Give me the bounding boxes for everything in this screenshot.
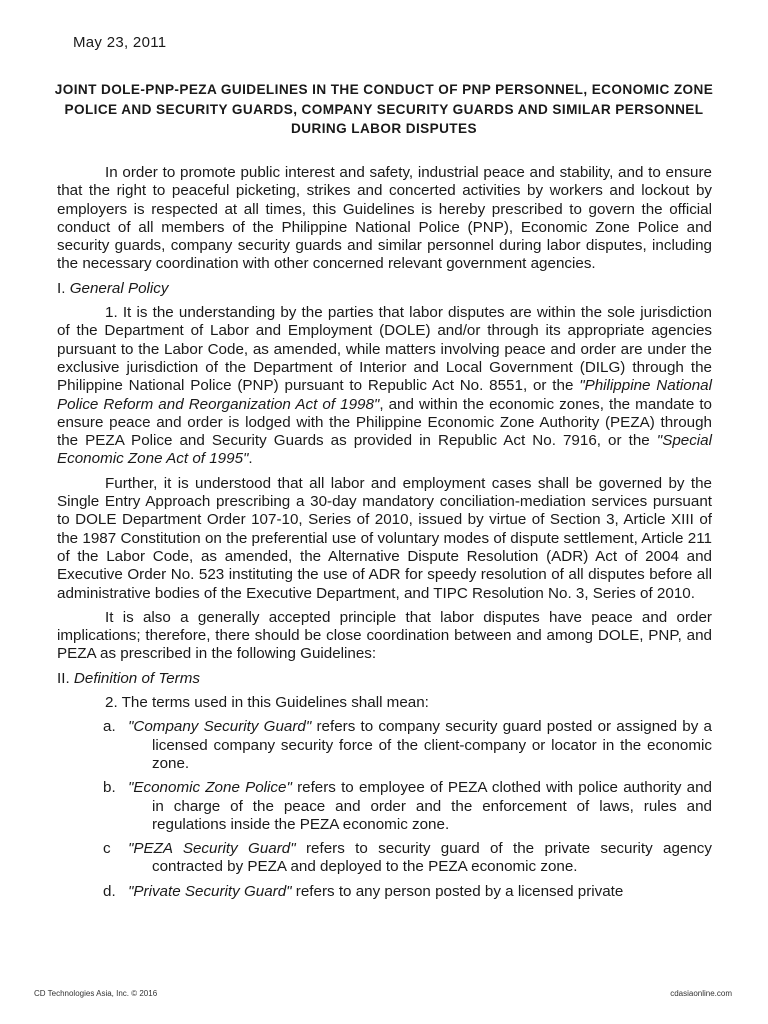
definitions-lead: 2. The terms used in this Guidelines shall mean:	[105, 694, 429, 712]
text-run: .	[248, 450, 253, 468]
general-policy-paragraph-1	[57, 304, 712, 469]
term-label: d.	[103, 882, 116, 900]
term-name: "Private Security Guard"	[128, 882, 292, 900]
term-item	[103, 718, 712, 773]
text-run: 1. It is the understanding by the parties that labor disputes are within the sole jurisdiction of the Department of Labor and Employment (DOLE) and/or through its appropriate agencies pursuant to the Labor Code, as amended, while matters involving peace and order are under the exclusive jurisdiction of the Department of Interior and Local Government (DILG) through the Philippine National Police (PNP) pursuant to Republic Act No. 8551, or the	[57, 304, 712, 395]
section-title: General Policy	[69, 279, 169, 297]
term-label: c	[103, 840, 111, 858]
act-title-ra7916: "Special Economic Zone Act of 1995"	[57, 432, 712, 468]
section-heading-general-policy	[57, 280, 712, 298]
section-numeral: I.	[57, 279, 66, 297]
term-item	[103, 883, 712, 901]
act-title-ra8551: "Philippine National Police Reform and Reorganization Act of 1998"	[57, 377, 712, 413]
term-name: "PEZA Security Guard"	[128, 840, 296, 858]
section-heading-definitions	[57, 670, 712, 688]
footer-website-link[interactable]: cdasiaonline.com	[670, 989, 732, 998]
term-name: "Economic Zone Police"	[128, 779, 292, 797]
general-policy-paragraph-3: It is also a generally accepted principle that labor disputes have peace and order implications; therefore, there should be close coordination between and among DOLE, PNP, and PEZA as prescribed in the following Guidelines:	[57, 608, 712, 663]
section-title: Definition of Terms	[73, 669, 200, 687]
text-run: , and within the economic zones, the mandate to ensure peace and order is lodged with the Philippine Economic Zone Authority (PEZA) through the PEZA Police and Security Guards as provided in Republic Act No. 7916, or the	[57, 395, 713, 450]
document-body	[57, 164, 712, 907]
term-item	[103, 840, 712, 877]
document-date: May 23, 2011	[73, 34, 167, 51]
term-label: b.	[103, 779, 116, 797]
term-item	[103, 779, 712, 834]
term-label: a.	[103, 718, 116, 736]
term-definition: refers to security guard of the private security agency contracted by PEZA and deployed to the PEZA economic zone.	[152, 840, 712, 876]
section-numeral: II.	[57, 669, 70, 687]
intro-paragraph: In order to promote public interest and safety, industrial peace and stability, and to ensure that the right to peaceful picketing, strikes and concerted activities by workers and lockout by employers is respected at all times, this Guidelines is hereby prescribed to govern the official conduct of all members of the Philippine National Police (PNP), Economic Zone Police and security guards, company security guards and similar personnel during labor disputes, including the necessary coordination with other concerned relevant government agencies.	[57, 164, 712, 273]
general-policy-paragraph-2: Further, it is understood that all labor and employment cases shall be governed by the Single Entry Approach prescribing a 30-day mandatory conciliation-mediation services pursuant to DOLE Department Order 107-10, Series of 2010, issued by virtue of Section 3, Article XIII of the 1987 Constitution on the preferential use of voluntary modes of dispute settlement, Article 211 of the Labor Code, as amended, the Alternative Dispute Resolution (ADR) Act of 2004 and Executive Order No. 523 instituting the use of ADR for speedy resolution of all disputes before all administrative bodies of the Executive Department, and TIPC Resolution No. 3, Series of 2010.	[57, 474, 712, 602]
term-definition: refers to any person posted by a licensed private	[291, 882, 624, 900]
term-definition: refers to employee of PEZA clothed with police authority and in charge of the peace and order and the enforcement of laws, rules and regulations inside the PEZA economic zone.	[152, 779, 712, 833]
footer-copyright: CD Technologies Asia, Inc. © 2016	[34, 989, 158, 998]
term-definition: refers to company security guard posted or assigned by a licensed company security force of the client-company or locator in the economic zone.	[152, 718, 712, 772]
document-title: JOINT DOLE-PNP-PEZA GUIDELINES IN THE CONDUCT OF PNP PERSONNEL, ECONOMIC ZONE POLICE AND SECURITY GUARDS, COMPANY SECURITY GUARDS AND SIMILAR PERSONNEL DURING LABOR DISPUTES	[54, 82, 714, 136]
term-name: "Company Security Guard"	[128, 718, 312, 736]
